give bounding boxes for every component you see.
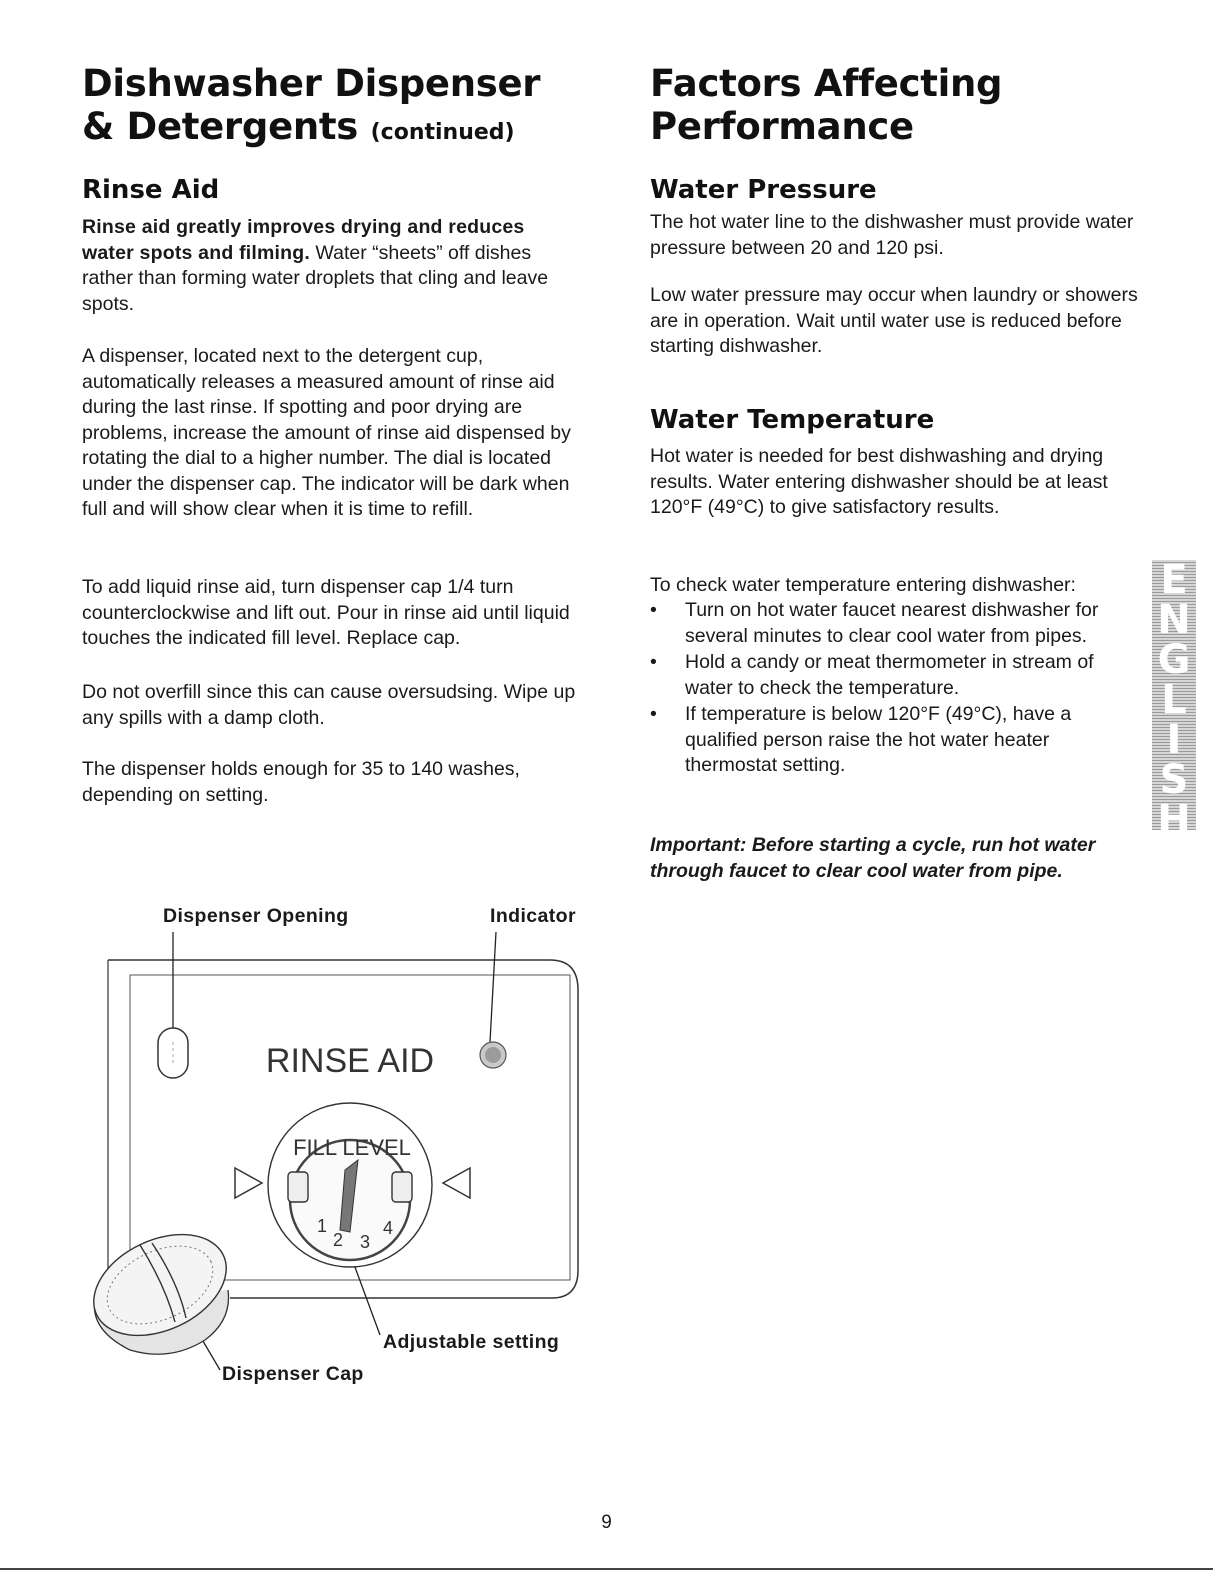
label-indicator: Indicator — [490, 905, 576, 927]
rinse-aid-p1-rest: Water “sheets” off dishes rather than forming water droplets that cling and leave spots. — [82, 241, 549, 315]
language-side-tab — [1152, 557, 1196, 843]
dial-number-2: 2 — [333, 1230, 344, 1250]
leader-indicator — [490, 932, 496, 1042]
left-title-line1: Dishwasher Dispenser — [82, 62, 541, 105]
important-note: Important: Before starting a cycle, run hot water through faucet to clear cool water from pipe. — [650, 834, 1096, 882]
side-tab-letter: S — [1159, 757, 1189, 803]
list-item: • If temperature is below 120°F (49°C), have a qualified person raise the hot water heater thermostat setting. — [650, 702, 1140, 779]
bottom-rule — [0, 1568, 1213, 1570]
right-title — [650, 62, 1002, 148]
side-tab-letter: E — [1160, 557, 1188, 603]
rinse-aid-paragraph-2: A dispenser, located next to the detergent cup, automatically releases a measured amount of rinse aid during the last rinse. If spotting and poor drying are problems, increase the amount of rinse aid dispensed by rotating the dial to a higher number. The dial is located under the dispenser cap. The indicator will be dark when full and will show clear when it is time to refill. — [82, 345, 571, 520]
rinse-aid-paragraph-5: The dispenser holds enough for 35 to 140 washes, depending on setting. — [82, 758, 520, 806]
water-temperature-paragraph-1: Hot water is needed for best dishwashing and drying results. Water entering dishwasher should be at least 120°F (49°C) to give satisfactory results. — [650, 445, 1108, 518]
temperature-bullet-list — [650, 598, 1140, 780]
left-title-continued: (continued) — [370, 120, 515, 145]
water-temperature-paragraph-2: To check water temperature entering dishwasher: — [650, 574, 1076, 596]
rinse-aid-paragraph-3: To add liquid rinse aid, turn dispenser cap 1/4 turn counterclockwise and lift out. Pour in rinse aid until liquid touches the indicated fill level. Replace cap. — [82, 576, 570, 649]
water-temperature-heading: Water Temperature — [650, 405, 935, 435]
list-item: • Turn on hot water faucet nearest dishwasher for several minutes to clear cool water from pipes. — [650, 598, 1140, 649]
left-title-line2: & Detergents — [82, 105, 359, 148]
water-pressure-heading: Water Pressure — [650, 175, 877, 205]
right-title-line2: Performance — [650, 105, 914, 148]
dial-number-3: 3 — [360, 1232, 371, 1252]
side-tab-letter: G — [1157, 637, 1191, 683]
arrow-left-icon — [443, 1168, 470, 1198]
water-pressure-paragraph-2: Low water pressure may occur when laundry or showers are in operation. Wait until water use is reduced before starting dishwasher. — [650, 284, 1138, 357]
right-title-line1: Factors Affecting — [650, 62, 1003, 105]
list-item: • Hold a candy or meat thermometer in stream of water to check the temperature. — [650, 650, 1140, 701]
side-tab-letter: H — [1157, 797, 1191, 843]
side-tab-letter: I — [1166, 717, 1182, 763]
panel-text: RINSE AID — [265, 1042, 435, 1080]
water-pressure-paragraph-1: The hot water line to the dishwasher must provide water pressure between 20 and 120 psi. — [650, 211, 1134, 259]
rinse-aid-heading: Rinse Aid — [82, 175, 220, 205]
label-dispenser-opening: Dispenser Opening — [163, 905, 349, 927]
label-dispenser-cap: Dispenser Cap — [222, 1363, 364, 1385]
label-adjustable-setting: Adjustable setting — [383, 1331, 560, 1353]
arrow-right-icon — [235, 1168, 262, 1198]
dial-number-4: 4 — [383, 1218, 394, 1238]
rinse-aid-lead: Rinse aid greatly improves drying and reduces water spots and filming. — [82, 216, 525, 264]
side-tab-letter: N — [1157, 597, 1191, 643]
side-tab-letter: L — [1161, 677, 1187, 723]
rinse-aid-paragraph-4: Do not overfill since this can cause oversudsing. Wipe up any spills with a damp cloth. — [82, 681, 576, 729]
dial-text: FILL LEVEL — [293, 1135, 411, 1160]
dial-number-1: 1 — [317, 1216, 328, 1236]
page-number: 9 — [601, 1512, 612, 1533]
dispenser-opening-shape — [158, 1028, 188, 1078]
dispenser-cap-illustration — [78, 1215, 243, 1356]
